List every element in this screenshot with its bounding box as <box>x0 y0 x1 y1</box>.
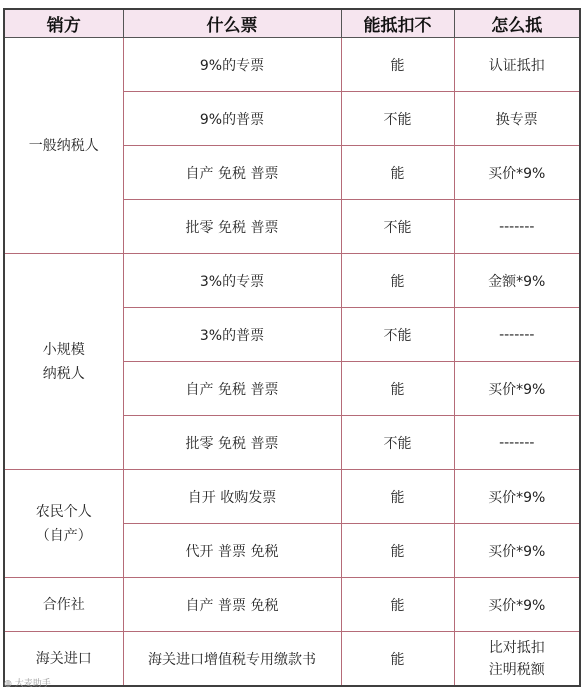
seller-line: 纳税人 <box>42 365 85 382</box>
seller-cell <box>4 254 123 470</box>
ticket-cell: 3%的普票 <box>123 308 341 362</box>
seller-cell <box>4 470 123 578</box>
deductible-cell: 能 <box>341 578 454 632</box>
header-ticket-type: 什么票 <box>123 9 341 38</box>
ticket-cell: 批零 免税 普票 <box>123 200 341 254</box>
method-line: 注明税额 <box>488 661 545 678</box>
table-row <box>4 470 580 524</box>
deductible-cell: 能 <box>341 524 454 578</box>
method-cell: 买价*9% <box>454 362 580 416</box>
method-cell <box>454 632 580 687</box>
watermark-text: 大麦助手 <box>14 679 51 689</box>
seller-cell <box>4 38 123 254</box>
header-row <box>4 9 580 38</box>
deductible-cell: 能 <box>341 632 454 687</box>
deductible-cell: 不能 <box>341 308 454 362</box>
weibo-logo-icon: ◍ <box>4 679 12 689</box>
ticket-cell: 9%的专票 <box>123 38 341 92</box>
ticket-cell: 自开 收购发票 <box>123 470 341 524</box>
table-row <box>4 38 580 92</box>
table-row <box>4 632 580 687</box>
method-cell: 换专票 <box>454 92 580 146</box>
header-seller: 销方 <box>4 9 123 38</box>
seller-cell <box>4 578 123 632</box>
seller-line: 一般纳税人 <box>28 137 99 154</box>
method-cell: 买价*9% <box>454 146 580 200</box>
seller-line: 海关进口 <box>35 650 92 667</box>
seller-line: 小规模 <box>42 341 85 358</box>
seller-line: 农民个人 <box>35 503 92 520</box>
header-how-to-deduct: 怎么抵 <box>454 9 580 38</box>
ticket-cell: 批零 免税 普票 <box>123 416 341 470</box>
ticket-cell: 海关进口增值税专用缴款书 <box>123 632 341 687</box>
seller-line: 合作社 <box>42 596 85 613</box>
method-line: 比对抵扣 <box>488 639 545 656</box>
ticket-cell: 自产 免税 普票 <box>123 146 341 200</box>
method-cell: 买价*9% <box>454 578 580 632</box>
watermark <box>4 676 51 689</box>
ticket-cell: 3%的专票 <box>123 254 341 308</box>
ticket-cell: 自产 免税 普票 <box>123 362 341 416</box>
deductible-cell: 能 <box>341 470 454 524</box>
deductible-cell: 能 <box>341 146 454 200</box>
method-cell: 金额*9% <box>454 254 580 308</box>
deductible-cell: 不能 <box>341 416 454 470</box>
method-cell: 认证抵扣 <box>454 38 580 92</box>
ticket-cell: 代开 普票 免税 <box>123 524 341 578</box>
method-cell: ------- <box>454 416 580 470</box>
header-deductible: 能抵扣不 <box>341 9 454 38</box>
deductible-cell: 不能 <box>341 92 454 146</box>
ticket-cell: 9%的普票 <box>123 92 341 146</box>
method-cell: ------- <box>454 308 580 362</box>
table-row <box>4 578 580 632</box>
deductible-cell: 不能 <box>341 200 454 254</box>
seller-line: （自产） <box>35 527 92 544</box>
deductible-cell: 能 <box>341 362 454 416</box>
table-row <box>4 254 580 308</box>
method-cell: ------- <box>454 200 580 254</box>
method-cell: 买价*9% <box>454 524 580 578</box>
method-cell: 买价*9% <box>454 470 580 524</box>
deduction-table <box>3 8 581 687</box>
deductible-cell: 能 <box>341 38 454 92</box>
deductible-cell: 能 <box>341 254 454 308</box>
ticket-cell: 自产 普票 免税 <box>123 578 341 632</box>
